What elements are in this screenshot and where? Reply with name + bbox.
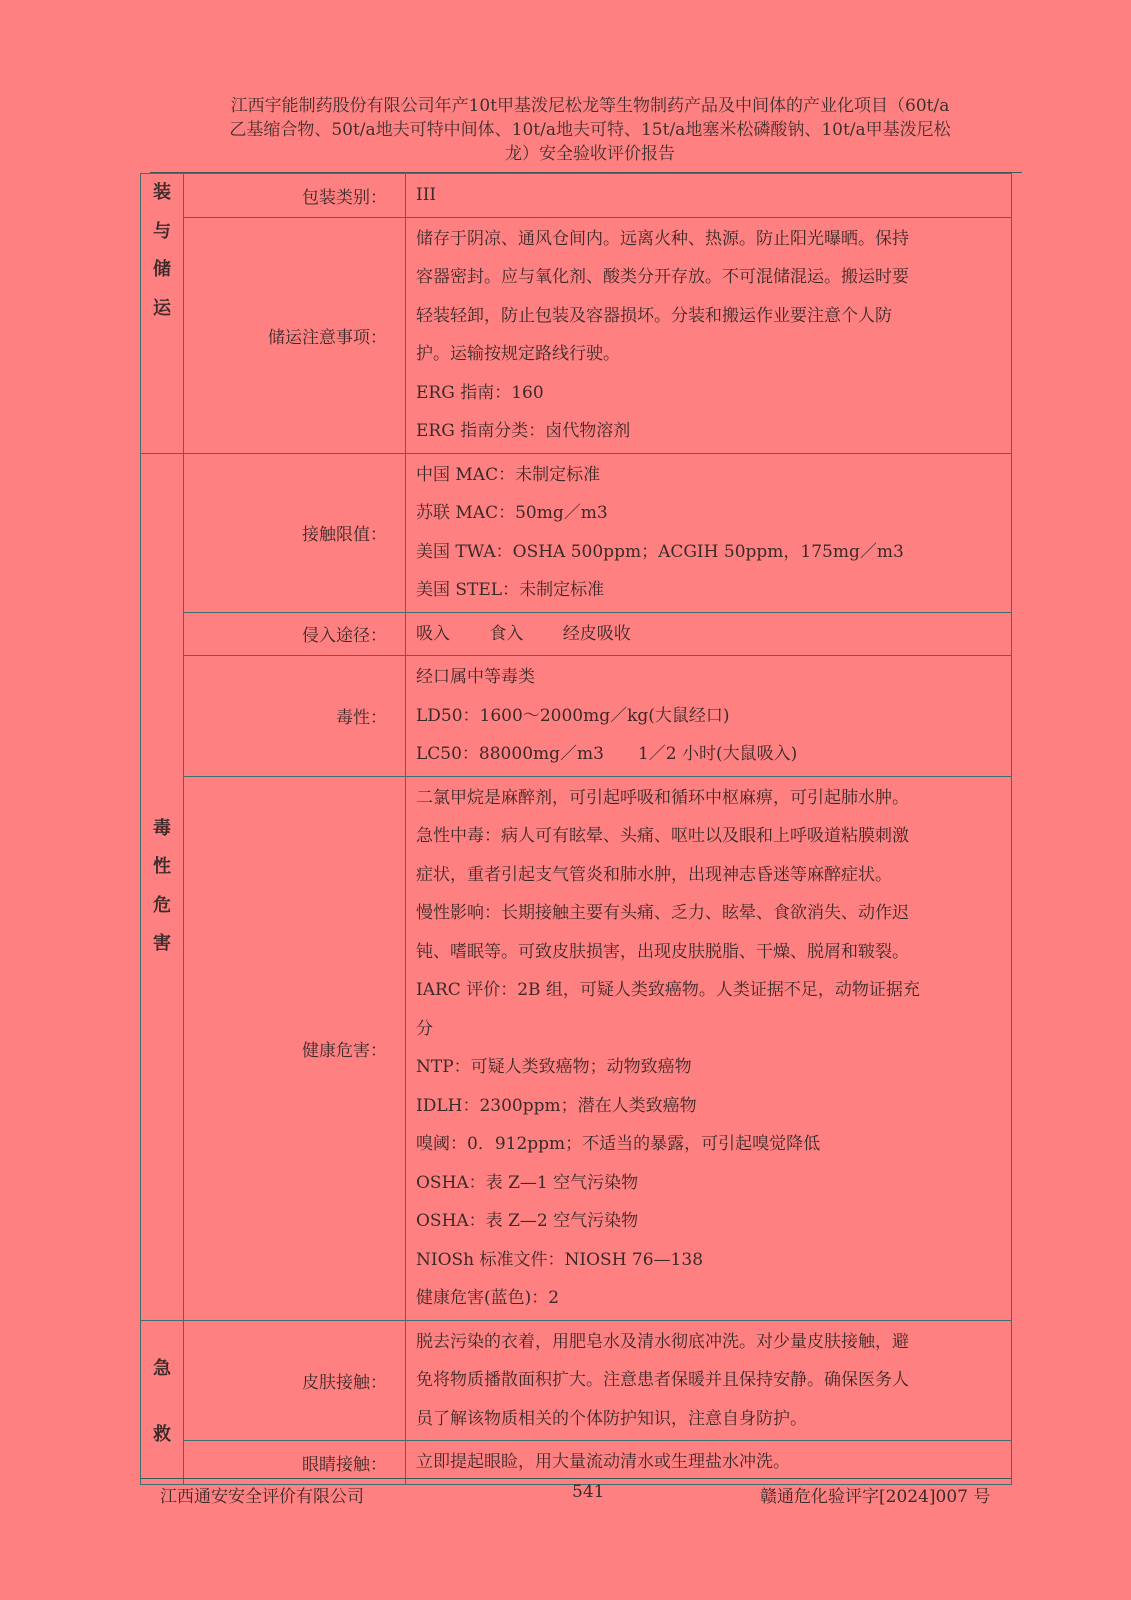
value-line: 苏联 MAC：50mg／m3	[416, 503, 608, 523]
value-line: 储存于阴凉、通风仓间内。远离火种、热源。防止阳光曝晒。保持	[416, 228, 909, 249]
value-line: LC50：88000mg／m3 1／2 小时(大鼠吸入)	[416, 744, 798, 764]
table-row-storage-notes	[141, 217, 1012, 453]
section-char: 性	[153, 856, 171, 877]
section-storage	[141, 174, 184, 454]
table-row-skin	[141, 1320, 1012, 1441]
value-line: 分	[416, 1018, 433, 1039]
page-number: 541	[572, 1482, 605, 1502]
value-line: 吸入 食入 经皮吸收	[416, 623, 631, 644]
value-line: 免将物质播散面积扩大。注意患者保暖并且保持安静。确保医务人	[416, 1370, 909, 1390]
row-label: 包装类别：	[184, 174, 406, 218]
value-line: 立即提起眼睑，用大量流动清水或生理盐水冲洗。	[416, 1452, 790, 1472]
section-toxicity	[141, 453, 184, 1320]
footer-divider	[140, 1478, 1012, 1479]
row-label: 接触限值：	[184, 453, 406, 612]
value-line: NIOSh 标准文件：NIOSH 76—138	[416, 1249, 704, 1270]
value-line: 症状，重者引起支气管炎和肺水肿，出现神志昏迷等麻醉症状。	[416, 864, 892, 885]
value-line: 中国 MAC：未制定标准	[416, 464, 601, 485]
value-line: IDLH：2300ppm；潜在人类致癌物	[416, 1095, 697, 1116]
footer-company: 江西通安安全评价有限公司	[160, 1487, 364, 1507]
value-line: ERG 指南分类：卤代物溶剂	[416, 421, 631, 441]
row-label: 健康危害：	[184, 776, 406, 1320]
row-label: 毒性：	[184, 656, 406, 777]
value-line: NTP：可疑人类致癌物；动物致癌物	[416, 1057, 692, 1077]
value-line: 经口属中等毒类	[416, 667, 535, 687]
header-line-3: 龙）安全验收评价报告	[505, 144, 675, 164]
section-char: 装	[153, 182, 171, 203]
row-label: 皮肤接触：	[184, 1320, 406, 1441]
value-line: 员了解该物质相关的个体防护知识，注意自身防护。	[416, 1408, 807, 1429]
value-line: 急性中毒：病人可有眩晕、头痛、呕吐以及眼和上呼吸道粘膜刺激	[416, 826, 909, 846]
value-line: 健康危害(蓝色)：2	[416, 1288, 560, 1308]
value-line: 护。运输按规定路线行驶。	[416, 344, 620, 364]
value-line: III	[416, 185, 437, 205]
value-line: IARC 评价：2B 组，可疑人类致癌物。人类证据不足，动物证据充	[416, 980, 920, 1000]
value-line: ERG 指南：160	[416, 382, 544, 403]
table-row-route	[141, 612, 1012, 656]
section-firstaid	[141, 1320, 184, 1484]
header-line-1: 江西宇能制药股份有限公司年产10t甲基泼尼松龙等生物制药产品及中间体的产业化项目（60t/a	[230, 96, 950, 116]
table-row-exposure	[141, 453, 1012, 612]
table-row-toxicity	[141, 656, 1012, 777]
section-char: 危	[153, 894, 171, 916]
value-line: 容器密封。应与氧化剂、酸类分开存放。不可混储混运。搬运时要	[416, 267, 909, 287]
row-label: 储运注意事项：	[184, 217, 406, 453]
row-label: 眼睛接触：	[184, 1441, 406, 1485]
section-char: 毒	[153, 817, 171, 839]
section-char: 救	[153, 1424, 171, 1445]
value-line: 美国 TWA：OSHA 500ppm；ACGIH 50ppm，175mg／m3	[416, 541, 904, 562]
value-line: 嗅阈：0．912ppm；不适当的暴露，可引起嗅觉降低	[416, 1134, 821, 1154]
table-row-packing	[141, 174, 1012, 218]
row-value	[406, 1320, 1012, 1441]
row-value	[406, 612, 1012, 656]
value-line: 二氯甲烷是麻醉剂，可引起呼吸和循环中枢麻痹，可引起肺水肿。	[416, 787, 909, 808]
row-label: 侵入途径：	[184, 612, 406, 656]
row-value	[406, 776, 1012, 1320]
value-line: 脱去污染的衣着，用肥皂水及清水彻底冲洗。对少量皮肤接触，避	[416, 1331, 909, 1352]
section-char: 与	[153, 220, 171, 242]
row-value	[406, 174, 1012, 218]
table-row-health	[141, 776, 1012, 1320]
value-line: LD50：1600～2000mg／kg(大鼠经口)	[416, 705, 730, 726]
value-line: OSHA：表 Z—1 空气污染物	[416, 1172, 639, 1193]
value-line: 轻装轻卸，防止包装及容器损坏。分装和搬运作业要注意个人防	[416, 305, 892, 326]
section-char: 急	[153, 1358, 171, 1379]
section-char: 害	[153, 933, 171, 954]
header-line-2: 乙基缩合物、50t/a地夫可特中间体、10t/a地夫可特、15t/a地塞米松磷酸钠、10t/a甲基泼尼松	[229, 120, 951, 140]
msds-table	[140, 173, 1012, 1485]
value-line: 美国 STEL：未制定标准	[416, 580, 605, 600]
section-char: 运	[153, 297, 171, 319]
row-value	[406, 217, 1012, 453]
value-line: 钝、嗜眠等。可致皮肤损害，出现皮肤脱脂、干燥、脱屑和皲裂。	[416, 941, 909, 962]
row-value	[406, 656, 1012, 777]
document-number: 赣通危化验评字[2024]007 号	[760, 1487, 991, 1507]
section-char: 储	[153, 259, 171, 280]
row-value	[406, 453, 1012, 612]
report-header	[150, 94, 1030, 166]
value-line: OSHA：表 Z—2 空气污染物	[416, 1211, 639, 1231]
value-line: 慢性影响：长期接触主要有头痛、乏力、眩晕、食欲消失、动作迟	[416, 903, 909, 923]
